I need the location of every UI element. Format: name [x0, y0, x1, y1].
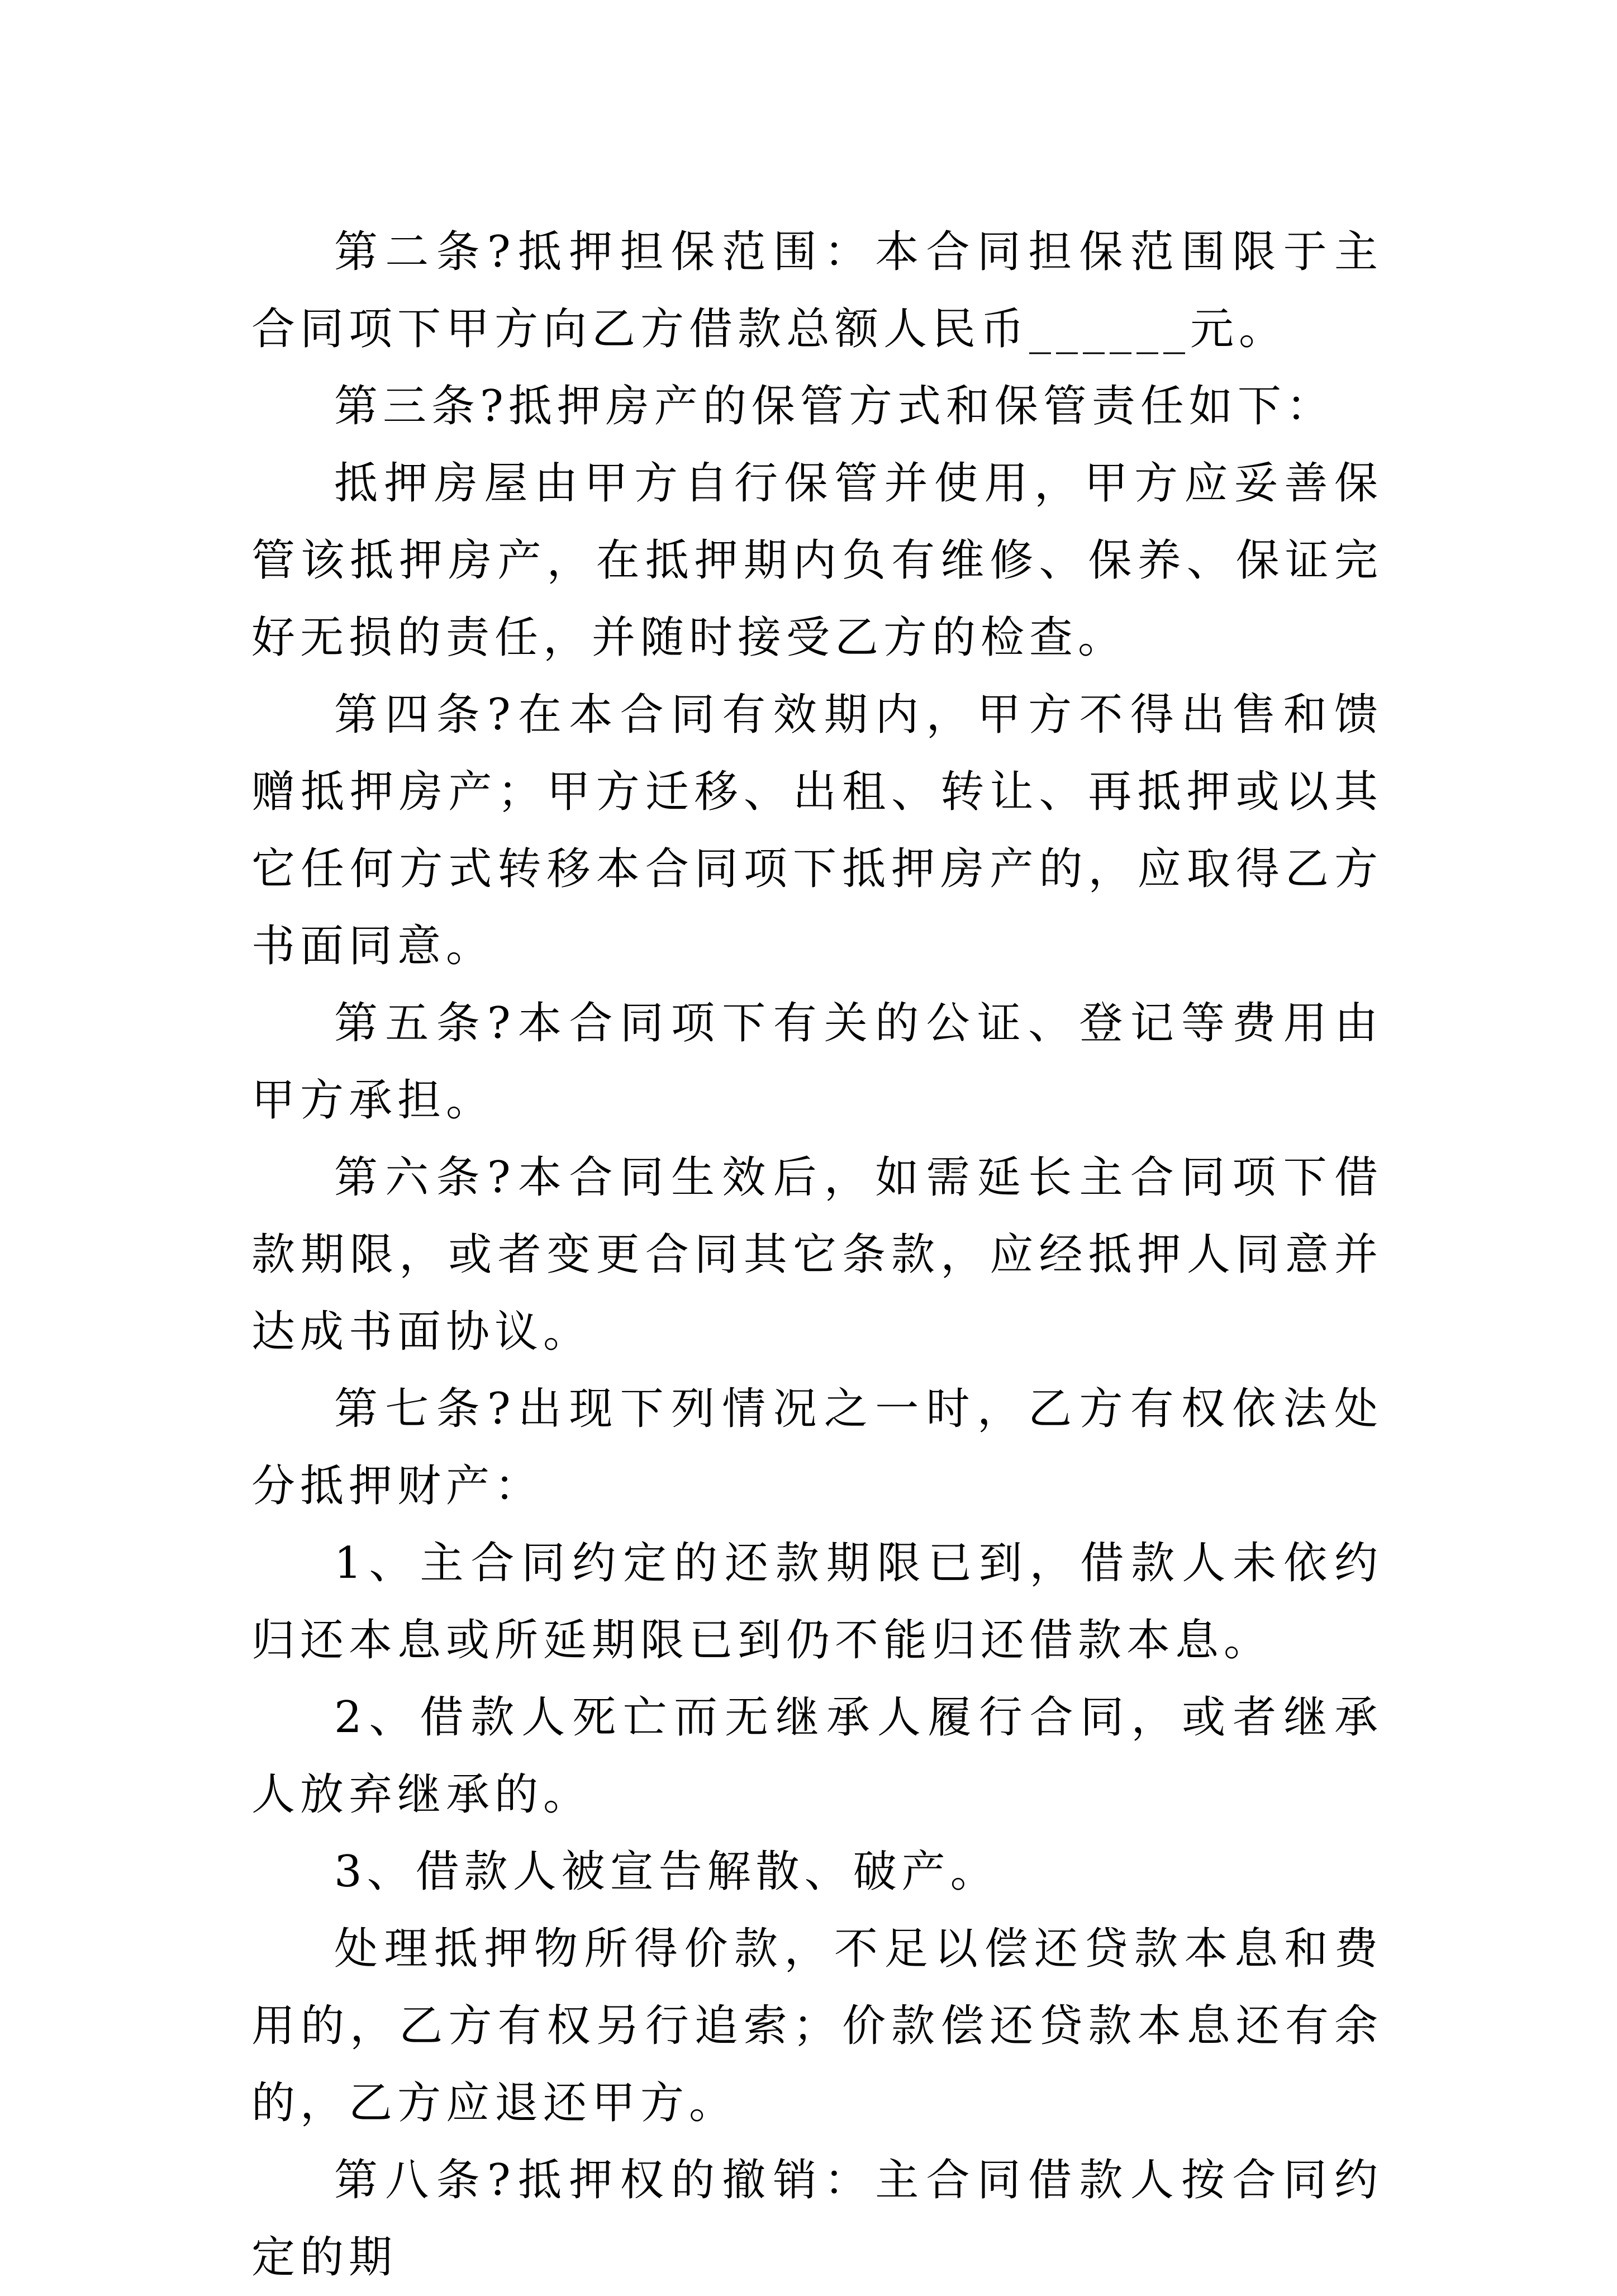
clause-5-paragraph: 第五条?本合同项下有关的公证、登记等费用由甲方承担。 — [251, 998, 1383, 1126]
proceeds-paragraph: 处理抵押物所得价款，不足以偿还贷款本息和费用的，乙方有权另行追索；价款偿还贷款本息还有余的，乙方应退还甲方。 — [251, 1924, 1383, 2128]
clause-6-paragraph: 第六条?本合同生效后，如需延长主合同项下借款期限，或者变更合同其它条款，应经抵押人同意并达成书面协议。 — [251, 1152, 1383, 1357]
clause-3-paragraph: 第三条?抵押房产的保管方式和保管责任如下： — [334, 381, 1335, 431]
document-body — [251, 214, 1383, 2296]
clause-8-paragraph: 第八条?抵押权的撤销：主合同借款人按合同约定的期 — [251, 2155, 1383, 2283]
clause-2-paragraph: 第二条?抵押担保范围：本合同担保范围限于主合同项下甲方向乙方借款总额人民币______元。 — [251, 227, 1383, 354]
condition-2-paragraph: 2、借款人死亡而无继承人履行合同，或者继承人放弃继承的。 — [251, 1692, 1383, 1820]
condition-1-paragraph: 1、主合同约定的还款期限已到，借款人未依约归还本息或所延期限已到仍不能归还借款本息。 — [251, 1538, 1383, 1666]
clause-4-paragraph: 第四条?在本合同有效期内，甲方不得出售和馈赠抵押房产；甲方迁移、出租、转让、再抵押或以其它任何方式转移本合同项下抵押房产的，应取得乙方书面同意。 — [251, 690, 1383, 971]
custody-paragraph: 抵押房屋由甲方自行保管并使用，甲方应妥善保管该抵押房产，在抵押期内负有维修、保养、保证完好无损的责任，并随时接受乙方的检查。 — [251, 458, 1383, 663]
clause-7-paragraph: 第七条?出现下列情况之一时，乙方有权依法处分抵押财产： — [251, 1384, 1383, 1511]
condition-3-paragraph: 3、借款人被宣告解散、破产。 — [334, 1847, 999, 1897]
